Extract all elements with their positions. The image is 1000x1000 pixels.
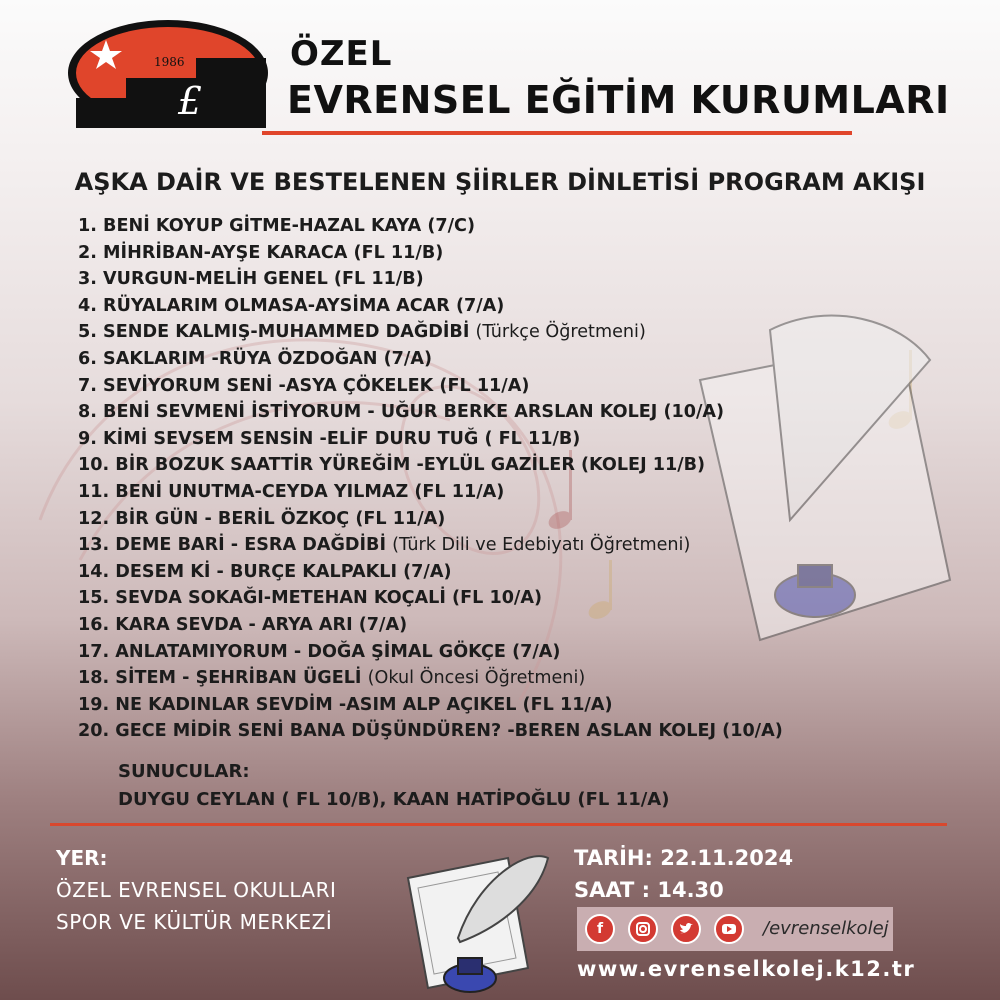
program-item [78,426,783,453]
program-item [78,532,783,559]
program-item [78,585,783,612]
program-item [78,266,783,293]
program-item-text: 1. BENİ KOYUP GİTME-HAZAL KAYA (7/C) [78,216,475,236]
paper-quill-illustration [398,838,558,998]
program-item-text: 15. SEVDA SOKAĞI-METEHAN KOÇALİ (FL 10/A) [78,588,543,609]
event-date: TARİH: 22.11.2024 [574,846,794,870]
program-item [78,506,783,533]
program-item-text: 2. MİHRİBAN-AYŞE KARACA (FL 11/B) [78,242,444,263]
venue-section [56,842,336,938]
website-link[interactable]: www.evrenselkolej.k12.tr [577,957,916,981]
program-item [78,639,783,666]
venue-line-2: SPOR VE KÜLTÜR MERKEZİ [56,910,333,934]
program-item [78,399,783,426]
brand-underline [262,131,852,135]
program-item [78,373,783,400]
program-item-text: 14. DESEM Kİ - BURÇE KALPAKLI (7/A) [78,561,452,582]
program-item-text: 7. SEVİYORUM SENİ -ASYA ÇÖKELEK (FL 11/A) [78,375,530,396]
youtube-icon[interactable] [714,914,744,944]
program-item-text: 20. GECE MİDİR SENİ BANA DÜŞÜNDÜREN? -BEREN ASLAN KOLEJ (10/A) [78,721,783,742]
program-title: AŞKA DAİR VE BESTELENEN ŞİİRLER DİNLETİSİ PROGRAM AKIŞI [74,168,926,196]
social-handle[interactable]: /evrenselkolej [763,918,889,939]
program-item-text: 18. SİTEM - ŞEHRİBAN ÜGELİ [78,668,368,689]
school-logo [66,18,271,128]
program-item-text: 16. KARA SEVDA - ARYA ARI (7/A) [78,614,408,635]
program-item-note: (Okul Öncesi Öğretmeni) [367,668,586,689]
event-time: SAAT : 14.30 [574,878,724,902]
program-item [78,665,783,692]
brand-top-text: ÖZEL [290,34,393,74]
program-item-text: 6. SAKLARIM -RÜYA ÖZDOĞAN (7/A) [78,348,433,369]
program-item [78,319,783,346]
logo-year: 1986 [154,55,185,69]
program-item-text: 9. KİMİ SEVSEM SENSİN -ELİF DURU TUĞ ( FL 11/B) [78,428,581,449]
section-divider [50,823,947,826]
instagram-icon[interactable] [628,914,658,944]
program-item-text: 17. ANLATAMIYORUM - DOĞA ŞİMAL GÖKÇE (7/A) [78,641,561,662]
program-item [78,452,783,479]
program-item-text: 4. RÜYALARIM OLMASA-AYSİMA ACAR (7/A) [78,295,505,316]
hosts-names: DUYGU CEYLAN ( FL 10/B), KAAN HATİPOĞLU (FL 11/A) [118,789,670,810]
program-item-text: 5. SENDE KALMIŞ-MUHAMMED DAĞDİBİ [78,322,476,343]
facebook-icon[interactable]: f [585,914,615,944]
program-item-text: 8. BENİ SEVMENİ İSTİYORUM - UĞUR BERKE ARSLAN KOLEJ (10/A) [78,402,725,423]
program-item [78,346,783,373]
program-item [78,293,783,320]
program-list [78,213,783,745]
program-item-note: (Türk Dili ve Edebiyatı Öğretmeni) [392,535,691,556]
social-bar [577,907,893,951]
program-item-note: (Türkçe Öğretmeni) [475,322,646,343]
venue-label: YER: [56,846,108,870]
program-item [78,479,783,506]
program-item-text: 19. NE KADINLAR SEVDİM -ASIM ALP AÇIKEL (FL 11/A) [78,694,613,715]
program-item [78,718,783,745]
logo-letter: £ [178,79,203,123]
twitter-icon[interactable] [671,914,701,944]
brand-title: EVRENSEL EĞİTİM KURUMLARI [287,78,950,122]
program-item [78,559,783,586]
venue-line-1: ÖZEL EVRENSEL OKULLARI [56,878,337,902]
program-item-text: 10. BİR BOZUK SAATTİR YÜREĞİM -EYLÜL GAZİLER (KOLEJ 11/B) [78,455,706,476]
program-item [78,213,783,240]
program-item [78,240,783,267]
program-item-text: 13. DEME BARİ - ESRA DAĞDİBİ [78,535,393,556]
program-item [78,692,783,719]
program-item [78,612,783,639]
program-item-text: 11. BENİ UNUTMA-CEYDA YILMAZ (FL 11/A) [78,481,505,502]
program-item-text: 12. BİR GÜN - BERİL ÖZKOÇ (FL 11/A) [78,508,446,529]
program-item-text: 3. VURGUN-MELİH GENEL (FL 11/B) [78,269,424,290]
date-time-section [574,842,793,906]
hosts-section [118,758,669,814]
hosts-label: SUNUCULAR: [118,761,250,782]
